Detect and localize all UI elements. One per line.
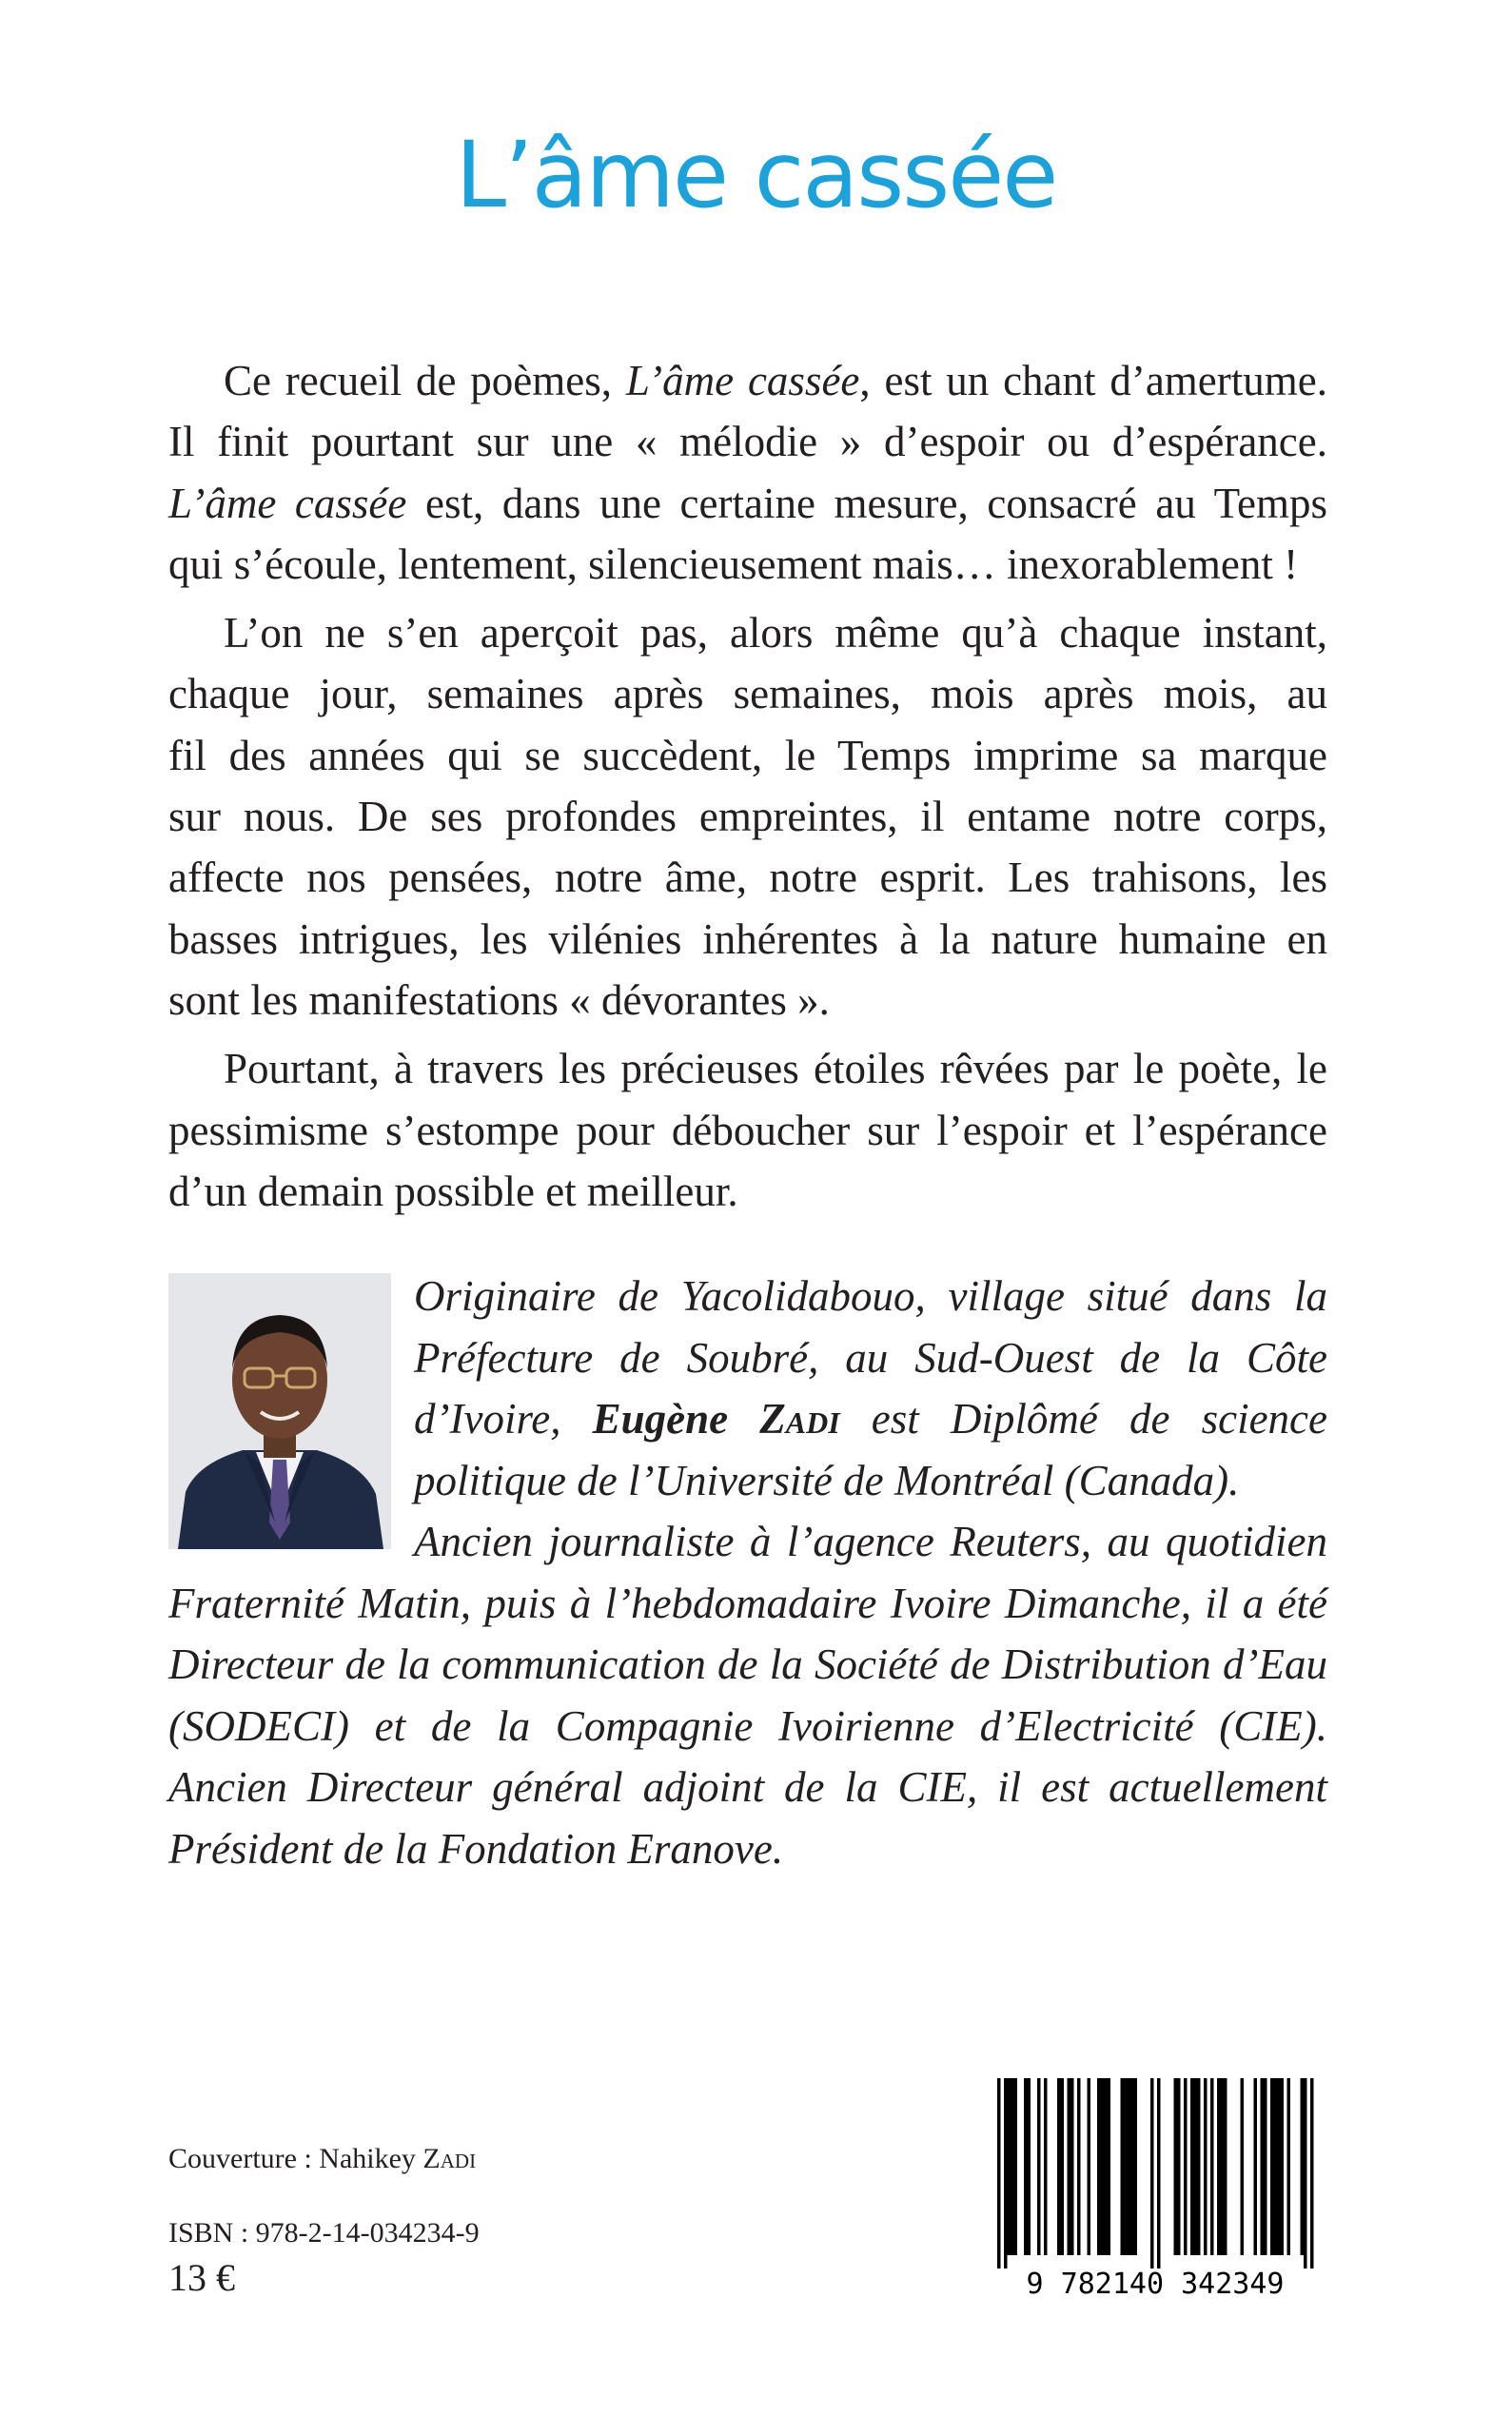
barcode-bar: [1224, 2078, 1227, 2255]
barcode-bar: [1028, 2078, 1031, 2255]
barcode-bar: [1274, 2078, 1278, 2255]
price: 13 €: [168, 2256, 235, 2299]
barcode-bar: [1104, 2078, 1108, 2255]
barcode-bar: [1301, 2078, 1305, 2255]
barcode-bar: [1044, 2078, 1048, 2255]
barcode-bar: [1134, 2078, 1138, 2255]
barcode-icon: [980, 2072, 1330, 2301]
barcode-bar: [1310, 2078, 1314, 2269]
barcode-bar: [1210, 2078, 1214, 2255]
barcode-bar: [1264, 2078, 1267, 2255]
barcode-bar: [1221, 2078, 1225, 2255]
barcode-bar: [1014, 2078, 1018, 2255]
blurb-paragraph-2: L’on ne s’en aperçoit pas, alors même qu’à chaque instant, chaque jour, semaines après semaines, mois après mois, au fil des années qui se succèdent, le Temps imprime sa marque sur nous. De ses profondes empreintes, il entame notre corps, affecte nos pensées, notre âme, notre esprit. Les trahisons, les basses intrigues, les vilénies inhérentes à la nature humaine en sont les manifestations « dévorantes ».: [168, 609, 1327, 1024]
barcode-bar: [1124, 2078, 1128, 2255]
barcode-bar: [1008, 2078, 1011, 2255]
barcode-bar: [1128, 2078, 1131, 2255]
barcode-bar: [1150, 2078, 1154, 2269]
barcode-bar: [1157, 2078, 1161, 2269]
barcode-bar: [1241, 2078, 1245, 2255]
barcode-bar: [1037, 2078, 1041, 2255]
barcode-bar: [997, 2078, 1001, 2269]
barcode-bar: [1130, 2078, 1134, 2255]
barcode-bar: [1281, 2078, 1285, 2255]
author-bio: Originaire de Yacolidabouo, village situé dans la Préfecture de Soubré, au Sud-Ouest de la Côte d’Ivoire, Eugène Zadi est Diplômé de science politique de l’Université de Montréal (Canada). Ancien journaliste à l’agence Reuters, au quotidien Fraternité Matin, puis à l’hebdomadaire Ivoire Dimanche, il a été Directeur de la communication de la Société de Distribution d’Eau (SODECI) et de la Compagnie Ivoirienne d’Electricité (CIE). Ancien Directeur général adjoint de la CIE, il est actuellement Président de la Fondation Eranove.: [168, 1272, 1328, 1873]
barcode-bar: [1101, 2078, 1105, 2255]
barcode-bar: [1174, 2078, 1178, 2255]
barcode-digits: 9 782140 342349: [1026, 2268, 1285, 2301]
author-name: Eugène Zadi: [592, 1395, 840, 1443]
isbn-barcode: [980, 2072, 1330, 2301]
barcode-bar: [1261, 2078, 1265, 2255]
blurb-paragraph-1: Ce recueil de poèmes, L’âme cassée, est un chant d’amertume. Il finit pourtant sur une « mélodie » d’espoir ou d’espérance. L’âme cassée est, dans une certaine mesure, consacré au Temps qui s’écoule, lentement, silencieusement mais… inexorablement !: [168, 357, 1327, 588]
barcode-bar: [1121, 2078, 1125, 2255]
isbn: ISBN : 978-2-14-034234-9: [168, 2217, 480, 2249]
book-title: L’âme cassée: [455, 122, 1057, 228]
barcode-bar: [1197, 2078, 1201, 2255]
barcode-bar: [1217, 2078, 1221, 2255]
barcode-bar: [1024, 2078, 1028, 2255]
barcode-bar: [1270, 2078, 1274, 2255]
barcode-bar: [1011, 2078, 1014, 2255]
barcode-bar: [1304, 2078, 1307, 2269]
barcode-bar: [1088, 2078, 1091, 2255]
barcode-bar: [1057, 2078, 1061, 2255]
barcode-bar: [1097, 2078, 1101, 2255]
barcode-bar: [1204, 2078, 1208, 2255]
barcode-bar: [1108, 2078, 1111, 2255]
barcode-bar: [1194, 2078, 1198, 2255]
barcode-bar: [1287, 2078, 1291, 2255]
barcode-bar: [1004, 2078, 1008, 2269]
cover-credit: Couverture : Nahikey Zadi: [168, 2143, 477, 2174]
barcode-bar: [1068, 2078, 1071, 2255]
barcode-bar: [1061, 2078, 1065, 2255]
barcode-bar: [1077, 2078, 1081, 2255]
barcode-bar: [1254, 2078, 1258, 2255]
blurb-paragraph-3: Pourtant, à travers les précieuses étoiles rêvées par le poète, le pessimisme s’estompe pour déboucher sur l’espoir et l’espérance d’un demain possible et meilleur.: [168, 1045, 1327, 1215]
barcode-bar: [1277, 2078, 1281, 2255]
barcode-bar: [1190, 2078, 1194, 2255]
barcode-bar: [1177, 2078, 1181, 2255]
blurb: [168, 350, 1327, 1229]
barcode-bar: [1070, 2078, 1074, 2255]
barcode-bar: [1184, 2078, 1188, 2255]
